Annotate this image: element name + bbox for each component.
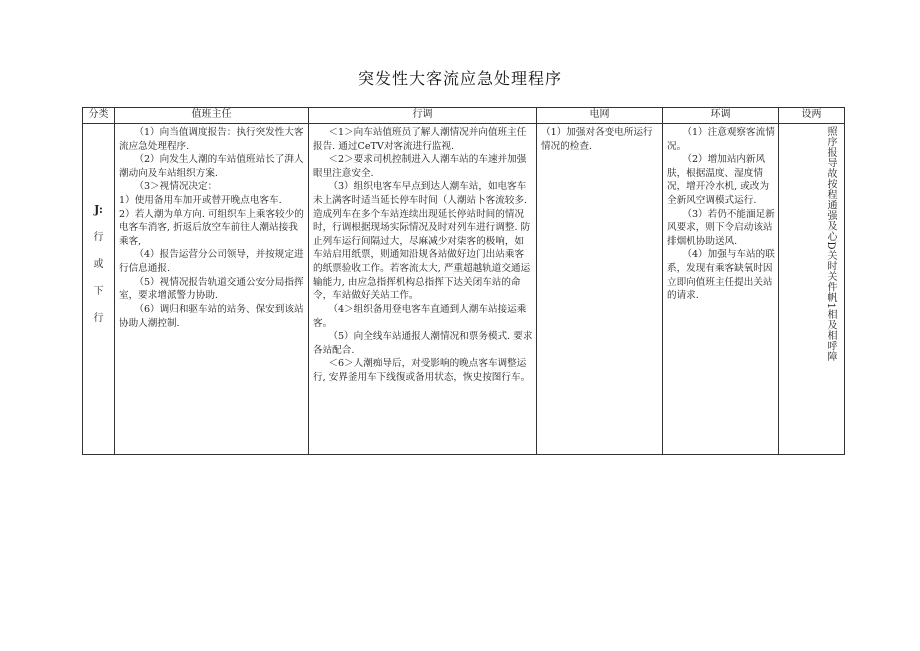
duty-director-cell	[115, 124, 309, 455]
step-item: （1）向当值调度报告：执行突发性大客流应急处理程序.	[119, 127, 304, 152]
step-item: （2）增加站内新风肤，根据温度、湿度情况，增开冷水机, 或改为全新风空调模式运行.	[667, 154, 770, 207]
duty-director-steps	[115, 124, 308, 330]
environment-steps	[663, 124, 778, 303]
step-item: （1）注意观察客流情况。	[667, 127, 775, 152]
step-item: 2）若人潮为单方向. 可组织车上乘客较少的电客车消客, 折返后放空车前往人潮站接我乘客,	[119, 208, 304, 247]
header-equipment: 设两	[779, 108, 845, 124]
step-item: （4）加强与车站的联系，发现有乘客缺氧时因立即向值班主任提出关站的请求.	[667, 249, 775, 302]
header-duty-director: 值班主任	[115, 108, 309, 124]
step-item: （5）向全线车站通报人潮情况和票务模式. 要求各站配合.	[313, 331, 533, 356]
dispatch-steps	[309, 124, 536, 385]
step-item: （5）视情况报告轨道交通公安分局指挥室，要求增派警力协助.	[119, 276, 304, 302]
step-item: （3）若仍不能湎足新风要求，则下令启动该站排烟机协助送风.	[667, 208, 775, 247]
step-item: （4）报告运营分公司领导，并按规定进行信息通报.	[119, 249, 304, 275]
step-item: （3）组织电客车早点到达人潮车站，如电客车未上满客时适当延长停车时间（人潮站卜客流较多. 造成列车在多个车站连续出现延长停站时间的情况时，行调根据现场实际情况及时对列车进行调整. 防止列车运行间隔过大，尽麻减少对柒客的极响，如车站启用纸票，则通知沿规各站做好边门出站乘客的纸票验收工作。若客流太大, 严重超越轨道交通运输能力, 由应急指挥机构总指挥下达关闭车站的命令，车站做好关站工作。	[313, 181, 531, 302]
category-letter: J:	[94, 203, 103, 216]
table-header-row	[83, 108, 845, 124]
table-body-row	[83, 124, 845, 455]
category-char: 行	[93, 231, 104, 243]
category-char: 下	[93, 285, 104, 297]
category-char: 行	[93, 313, 104, 325]
step-item: 1）使用备用车加开或替开晚点电客车.	[119, 195, 282, 207]
dispatch-cell	[309, 124, 537, 455]
step-item: ＜2＞要求司机控制进入人潮车站的车速并加强眼里注意安全.	[313, 154, 527, 179]
header-power: 电网	[537, 108, 663, 124]
equipment-vertical-text: 照序报导故按程通强及心D关时关件帆1相及相呼障	[825, 126, 836, 362]
procedure-table	[82, 107, 845, 455]
category-cell	[83, 124, 115, 455]
equipment-cell	[779, 124, 845, 455]
header-dispatch: 行调	[309, 108, 537, 124]
step-item: （3＞视情况决定：	[134, 181, 218, 193]
power-steps	[537, 124, 662, 153]
environment-cell	[663, 124, 779, 455]
step-item: （6）调归和驱车站的站务、保安到该站协助人潮控制.	[119, 303, 304, 329]
step-item: （2）向发生人潮的车站值班站长了湃人潮动向及车站组织方案.	[119, 154, 304, 179]
header-category: 分类	[83, 108, 115, 124]
step-item: （4＞组织备用登电客车直通到人潮车站接运乘客。	[313, 303, 527, 329]
header-environment: 环调	[663, 108, 779, 124]
step-item: ＜6＞人潮痴导后，对受影响的晚点客车调整运行, 安界釜用车下线復或备用状态，恢史按图行车。	[313, 358, 531, 383]
category-char: 或	[93, 258, 104, 270]
step-item: （1）加强对各变电所运行情况的检查.	[541, 127, 653, 152]
page-title: 突发性大客流应急处理程序	[357, 69, 562, 88]
step-item: ＜1＞向车站值班员了解人潮情况并向值班主任报告. 通过CeTV对客流进行监视.	[313, 127, 527, 152]
power-cell	[537, 124, 663, 455]
